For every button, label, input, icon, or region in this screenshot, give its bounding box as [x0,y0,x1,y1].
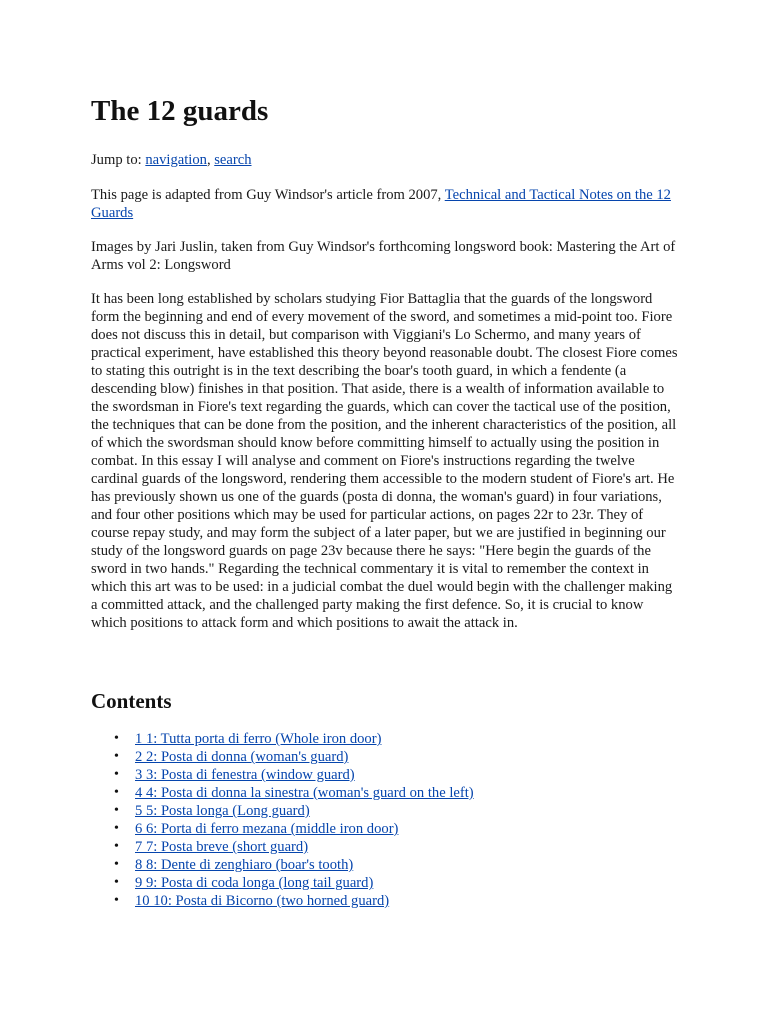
toc-link-8[interactable]: 8 8: Dente di zenghiaro (boar's tooth) [135,857,354,873]
toc-item [91,802,681,820]
bullet-icon: • [114,749,119,764]
article [91,93,681,910]
toc-item [91,856,681,874]
toc-link-10[interactable]: 10 10: Posta di Bicorno (two horned guard) [135,893,390,909]
bullet-icon: • [114,803,119,818]
toc-link-1[interactable]: 1 1: Tutta porta di ferro (Whole iron door) [135,731,382,747]
navigation-link[interactable]: navigation [145,152,207,168]
toc-link-3[interactable]: 3 3: Posta di fenestra (window guard) [135,767,355,783]
toc-item [91,730,681,748]
adapted-from-text: This page is adapted from Guy Windsor's article from 2007, [91,187,445,203]
bullet-icon: • [114,785,119,800]
intro-paragraph: It has been long established by scholars studying Fior Battaglia that the guards of the longsword form the beginning and end of every movement of the sword, and sometimes a mid-point too. Fiore does not discuss this in detail, but comparison with Viggiani's Lo Schermo, and many years of practical experiment, have established this theory beyond reasonable doubt. The closest Fiore comes to stating this outright is in the text describing the boar's tooth guard, in which a fendente (a descending blow) finishes in that position. That aside, there is a wealth of information available to the swordsman in Fiore's text regarding the guards, which can cover the tactical use of the position, the techniques that can be done from the position, and the inherent characteristics of the position, all of which the swordsman should know before committing himself to actually using the position in combat. In this essay I will analyse and comment on Fiore's instructions regarding the twelve cardinal guards of the longsword, rendering them accessible to the modern student of Fiore's art. He has previously shown us one of the guards (posta di donna, the woman's guard) in four variations, and four other positions which may be used for particular actions, on pages 22r to 23r. They of course repay study, and may form the subject of a later paper, but we are justified in beginning our study of the longsword guards on page 23v because there he says: "Here begin the guards of the sword in two hands." Regarding the technical commentary it is vital to remember the context in which this art was to be used: in a judicial combat the duel would begin with the challenger making a committed attack, and the challenged party making the first defence. So, it is crucial to know which positions to attack form and which positions to await the attack in. [91,291,678,631]
toc-link-2[interactable]: 2 2: Posta di donna (woman's guard) [135,749,349,765]
bullet-icon: • [114,839,119,854]
contents-heading: Contents [91,689,172,713]
toc-item [91,820,681,838]
bullet-icon: • [114,731,119,746]
bullet-icon: • [114,893,119,908]
bullet-icon: • [114,857,119,872]
page-title: The 12 guards [91,95,269,127]
toc-link-6[interactable]: 6 6: Porta di ferro mezana (middle iron door) [135,821,399,837]
jump-to-label: Jump to: [91,152,146,168]
table-of-contents [91,730,681,910]
jump-to-bar [91,151,681,169]
toc-item [91,874,681,892]
adapted-from-paragraph [91,186,681,222]
toc-link-4[interactable]: 4 4: Posta di donna la sinestra (woman's guard on the left) [135,785,474,801]
toc-item [91,838,681,856]
bullet-icon: • [114,767,119,782]
toc-item [91,784,681,802]
search-link[interactable]: search [214,152,252,168]
toc-link-9[interactable]: 9 9: Posta di coda longa (long tail guard) [135,875,374,891]
bullet-icon: • [114,875,119,890]
toc-link-7[interactable]: 7 7: Posta breve (short guard) [135,839,309,855]
jump-separator: , [206,152,215,168]
source-article-link[interactable]: Technical and Tactical Notes on the 12 Guards [91,187,671,221]
toc-item [91,892,681,910]
toc-item [91,766,681,784]
toc-link-5[interactable]: 5 5: Posta longa (Long guard) [135,803,310,819]
toc-item [91,748,681,766]
images-credit: Images by Jari Juslin, taken from Guy Windsor's forthcoming longsword book: Mastering the Art of Arms vol 2: Longsword [91,239,676,273]
bullet-icon: • [114,821,119,836]
